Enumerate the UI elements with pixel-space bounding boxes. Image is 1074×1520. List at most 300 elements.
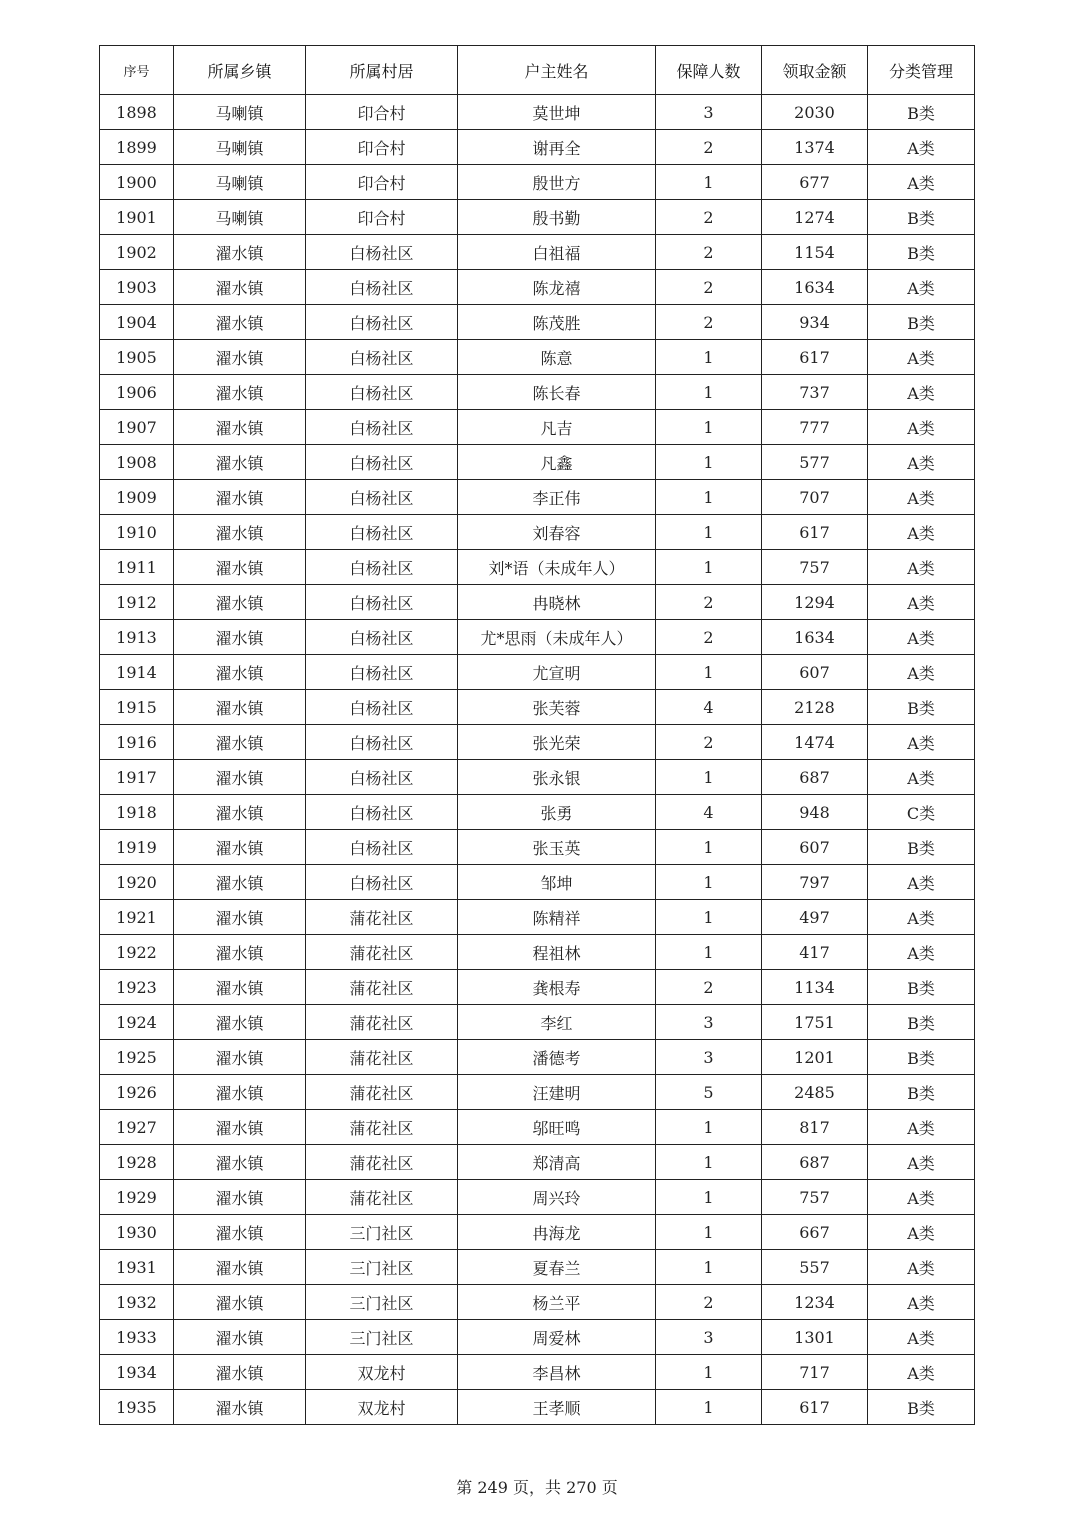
cell-township: 濯水镇 [174, 795, 306, 830]
cell-serial: 1930 [100, 1215, 174, 1250]
cell-amount: 617 [762, 340, 868, 375]
cell-householder: 殷世方 [458, 165, 656, 200]
cell-covered-people: 2 [656, 305, 762, 340]
cell-village: 三门社区 [306, 1250, 458, 1285]
cell-amount: 577 [762, 445, 868, 480]
cell-category: B类 [868, 690, 975, 725]
cell-covered-people: 1 [656, 830, 762, 865]
cell-village: 白杨社区 [306, 480, 458, 515]
cell-serial: 1914 [100, 655, 174, 690]
cell-serial: 1903 [100, 270, 174, 305]
cell-village: 三门社区 [306, 1285, 458, 1320]
cell-category: A类 [868, 375, 975, 410]
cell-village: 蒲花社区 [306, 1180, 458, 1215]
cell-township: 马喇镇 [174, 165, 306, 200]
cell-category: A类 [868, 935, 975, 970]
table-row [100, 900, 975, 935]
cell-category: A类 [868, 515, 975, 550]
table-row [100, 550, 975, 585]
cell-category: B类 [868, 970, 975, 1005]
header-serial: 序号 [100, 46, 174, 95]
cell-amount: 1234 [762, 1285, 868, 1320]
data-table-container [99, 45, 974, 1425]
cell-householder: 周兴玲 [458, 1180, 656, 1215]
cell-amount: 1294 [762, 585, 868, 620]
cell-amount: 2485 [762, 1075, 868, 1110]
cell-category: B类 [868, 1075, 975, 1110]
cell-village: 白杨社区 [306, 340, 458, 375]
cell-township: 濯水镇 [174, 515, 306, 550]
cell-serial: 1899 [100, 130, 174, 165]
cell-amount: 1634 [762, 270, 868, 305]
cell-category: A类 [868, 550, 975, 585]
cell-householder: 陈茂胜 [458, 305, 656, 340]
table-row [100, 1355, 975, 1390]
cell-serial: 1932 [100, 1285, 174, 1320]
cell-householder: 李正伟 [458, 480, 656, 515]
cell-covered-people: 1 [656, 375, 762, 410]
cell-category: A类 [868, 1180, 975, 1215]
cell-category: B类 [868, 200, 975, 235]
table-row [100, 935, 975, 970]
cell-serial: 1925 [100, 1040, 174, 1075]
cell-covered-people: 2 [656, 585, 762, 620]
cell-category: A类 [868, 130, 975, 165]
cell-covered-people: 1 [656, 865, 762, 900]
cell-township: 马喇镇 [174, 130, 306, 165]
cell-category: A类 [868, 1320, 975, 1355]
cell-category: A类 [868, 1250, 975, 1285]
table-row [100, 340, 975, 375]
cell-village: 白杨社区 [306, 305, 458, 340]
cell-serial: 1898 [100, 95, 174, 130]
cell-householder: 陈意 [458, 340, 656, 375]
cell-category: B类 [868, 1005, 975, 1040]
cell-amount: 707 [762, 480, 868, 515]
cell-amount: 667 [762, 1215, 868, 1250]
cell-township: 濯水镇 [174, 1390, 306, 1425]
header-category: 分类管理 [868, 46, 975, 95]
cell-amount: 1751 [762, 1005, 868, 1040]
table-row [100, 620, 975, 655]
cell-category: B类 [868, 95, 975, 130]
cell-township: 濯水镇 [174, 1215, 306, 1250]
cell-serial: 1924 [100, 1005, 174, 1040]
cell-township: 濯水镇 [174, 830, 306, 865]
cell-amount: 1301 [762, 1320, 868, 1355]
cell-township: 濯水镇 [174, 900, 306, 935]
cell-householder: 周爱林 [458, 1320, 656, 1355]
cell-village: 白杨社区 [306, 585, 458, 620]
cell-category: A类 [868, 620, 975, 655]
cell-covered-people: 1 [656, 480, 762, 515]
cell-amount: 2030 [762, 95, 868, 130]
cell-village: 双龙村 [306, 1355, 458, 1390]
table-row [100, 165, 975, 200]
cell-amount: 617 [762, 515, 868, 550]
cell-amount: 617 [762, 1390, 868, 1425]
cell-householder: 李红 [458, 1005, 656, 1040]
table-row [100, 1040, 975, 1075]
table-row [100, 270, 975, 305]
cell-village: 白杨社区 [306, 690, 458, 725]
cell-village: 蒲花社区 [306, 1110, 458, 1145]
cell-township: 濯水镇 [174, 445, 306, 480]
cell-serial: 1910 [100, 515, 174, 550]
cell-covered-people: 1 [656, 1390, 762, 1425]
table-row [100, 1215, 975, 1250]
cell-amount: 2128 [762, 690, 868, 725]
cell-amount: 934 [762, 305, 868, 340]
cell-householder: 殷书勤 [458, 200, 656, 235]
cell-covered-people: 1 [656, 1250, 762, 1285]
cell-category: B类 [868, 305, 975, 340]
cell-amount: 817 [762, 1110, 868, 1145]
cell-serial: 1918 [100, 795, 174, 830]
cell-category: A类 [868, 445, 975, 480]
cell-category: A类 [868, 1110, 975, 1145]
cell-category: B类 [868, 830, 975, 865]
cell-serial: 1904 [100, 305, 174, 340]
cell-category: A类 [868, 270, 975, 305]
cell-householder: 谢再全 [458, 130, 656, 165]
cell-township: 濯水镇 [174, 1250, 306, 1285]
cell-township: 濯水镇 [174, 1145, 306, 1180]
table-row [100, 1250, 975, 1285]
cell-amount: 1474 [762, 725, 868, 760]
cell-householder: 陈精祥 [458, 900, 656, 935]
cell-category: A类 [868, 340, 975, 375]
cell-township: 濯水镇 [174, 410, 306, 445]
cell-serial: 1900 [100, 165, 174, 200]
cell-village: 印合村 [306, 130, 458, 165]
cell-householder: 刘*语（未成年人） [458, 550, 656, 585]
table-row [100, 795, 975, 830]
cell-village: 印合村 [306, 95, 458, 130]
cell-serial: 1906 [100, 375, 174, 410]
cell-householder: 杨兰平 [458, 1285, 656, 1320]
cell-serial: 1933 [100, 1320, 174, 1355]
header-covered-people: 保障人数 [656, 46, 762, 95]
cell-township: 濯水镇 [174, 1180, 306, 1215]
cell-village: 白杨社区 [306, 550, 458, 585]
cell-householder: 凡鑫 [458, 445, 656, 480]
cell-serial: 1905 [100, 340, 174, 375]
cell-village: 蒲花社区 [306, 1005, 458, 1040]
cell-covered-people: 1 [656, 935, 762, 970]
table-row [100, 130, 975, 165]
cell-village: 蒲花社区 [306, 970, 458, 1005]
cell-village: 三门社区 [306, 1215, 458, 1250]
cell-category: B类 [868, 1040, 975, 1075]
cell-amount: 1634 [762, 620, 868, 655]
cell-village: 蒲花社区 [306, 935, 458, 970]
cell-householder: 潘德考 [458, 1040, 656, 1075]
table-row [100, 760, 975, 795]
cell-amount: 417 [762, 935, 868, 970]
cell-township: 濯水镇 [174, 270, 306, 305]
cell-covered-people: 2 [656, 235, 762, 270]
cell-township: 濯水镇 [174, 1040, 306, 1075]
cell-amount: 677 [762, 165, 868, 200]
cell-covered-people: 1 [656, 900, 762, 935]
cell-householder: 白祖福 [458, 235, 656, 270]
cell-village: 白杨社区 [306, 725, 458, 760]
cell-amount: 777 [762, 410, 868, 445]
cell-householder: 汪建明 [458, 1075, 656, 1110]
cell-covered-people: 3 [656, 1320, 762, 1355]
cell-householder: 郑清高 [458, 1145, 656, 1180]
cell-township: 濯水镇 [174, 550, 306, 585]
cell-householder: 尤*思雨（未成年人） [458, 620, 656, 655]
cell-householder: 邹坤 [458, 865, 656, 900]
cell-serial: 1923 [100, 970, 174, 1005]
cell-householder: 莫世坤 [458, 95, 656, 130]
cell-township: 濯水镇 [174, 1110, 306, 1145]
table-row [100, 970, 975, 1005]
cell-serial: 1911 [100, 550, 174, 585]
cell-amount: 797 [762, 865, 868, 900]
header-amount: 领取金额 [762, 46, 868, 95]
cell-householder: 凡吉 [458, 410, 656, 445]
cell-serial: 1919 [100, 830, 174, 865]
cell-category: A类 [868, 865, 975, 900]
cell-amount: 757 [762, 550, 868, 585]
cell-amount: 1134 [762, 970, 868, 1005]
table-row [100, 410, 975, 445]
cell-township: 濯水镇 [174, 865, 306, 900]
cell-category: A类 [868, 1145, 975, 1180]
cell-category: C类 [868, 795, 975, 830]
cell-amount: 607 [762, 830, 868, 865]
cell-householder: 王孝顺 [458, 1390, 656, 1425]
cell-village: 白杨社区 [306, 270, 458, 305]
table-row [100, 690, 975, 725]
cell-covered-people: 1 [656, 1145, 762, 1180]
table-row [100, 445, 975, 480]
cell-householder: 刘春容 [458, 515, 656, 550]
cell-category: A类 [868, 725, 975, 760]
cell-householder: 尤宣明 [458, 655, 656, 690]
cell-amount: 1201 [762, 1040, 868, 1075]
table-body [100, 95, 975, 1425]
cell-township: 濯水镇 [174, 235, 306, 270]
table-row [100, 480, 975, 515]
cell-category: A类 [868, 1285, 975, 1320]
table-row [100, 1390, 975, 1425]
cell-covered-people: 2 [656, 130, 762, 165]
cell-category: A类 [868, 165, 975, 200]
cell-householder: 冉海龙 [458, 1215, 656, 1250]
table-row [100, 655, 975, 690]
cell-category: A类 [868, 760, 975, 795]
cell-covered-people: 3 [656, 1040, 762, 1075]
header-township: 所属乡镇 [174, 46, 306, 95]
cell-covered-people: 4 [656, 690, 762, 725]
cell-township: 濯水镇 [174, 1005, 306, 1040]
table-row [100, 235, 975, 270]
table-row [100, 515, 975, 550]
cell-serial: 1935 [100, 1390, 174, 1425]
cell-amount: 717 [762, 1355, 868, 1390]
header-householder: 户主姓名 [458, 46, 656, 95]
cell-covered-people: 1 [656, 1110, 762, 1145]
cell-amount: 687 [762, 760, 868, 795]
cell-village: 白杨社区 [306, 235, 458, 270]
cell-covered-people: 1 [656, 655, 762, 690]
header-row [100, 46, 975, 95]
cell-amount: 687 [762, 1145, 868, 1180]
table-row [100, 865, 975, 900]
cell-township: 濯水镇 [174, 760, 306, 795]
cell-village: 白杨社区 [306, 375, 458, 410]
cell-serial: 1920 [100, 865, 174, 900]
cell-serial: 1912 [100, 585, 174, 620]
cell-amount: 737 [762, 375, 868, 410]
cell-category: A类 [868, 900, 975, 935]
cell-village: 蒲花社区 [306, 1040, 458, 1075]
cell-village: 白杨社区 [306, 445, 458, 480]
cell-category: A类 [868, 480, 975, 515]
cell-category: B类 [868, 235, 975, 270]
table-row [100, 305, 975, 340]
cell-amount: 607 [762, 655, 868, 690]
table-row [100, 1285, 975, 1320]
relief-roster-table [99, 45, 975, 1425]
cell-village: 白杨社区 [306, 760, 458, 795]
cell-householder: 夏春兰 [458, 1250, 656, 1285]
table-row [100, 830, 975, 865]
table-row [100, 1320, 975, 1355]
table-row [100, 1180, 975, 1215]
cell-village: 蒲花社区 [306, 1075, 458, 1110]
cell-covered-people: 1 [656, 165, 762, 200]
cell-serial: 1931 [100, 1250, 174, 1285]
cell-serial: 1926 [100, 1075, 174, 1110]
cell-covered-people: 2 [656, 1285, 762, 1320]
cell-covered-people: 1 [656, 550, 762, 585]
cell-village: 白杨社区 [306, 655, 458, 690]
cell-covered-people: 2 [656, 970, 762, 1005]
cell-village: 印合村 [306, 165, 458, 200]
cell-serial: 1928 [100, 1145, 174, 1180]
cell-serial: 1934 [100, 1355, 174, 1390]
cell-covered-people: 1 [656, 1355, 762, 1390]
cell-serial: 1909 [100, 480, 174, 515]
cell-covered-people: 1 [656, 515, 762, 550]
cell-covered-people: 4 [656, 795, 762, 830]
page-footer: 第 249 页，共 270 页 [456, 1478, 618, 1497]
cell-township: 濯水镇 [174, 1075, 306, 1110]
table-row [100, 1075, 975, 1110]
cell-category: A类 [868, 1215, 975, 1250]
cell-village: 白杨社区 [306, 410, 458, 445]
cell-amount: 757 [762, 1180, 868, 1215]
cell-amount: 497 [762, 900, 868, 935]
cell-category: A类 [868, 655, 975, 690]
cell-amount: 1274 [762, 200, 868, 235]
cell-township: 濯水镇 [174, 935, 306, 970]
cell-category: A类 [868, 1355, 975, 1390]
cell-covered-people: 1 [656, 445, 762, 480]
cell-serial: 1922 [100, 935, 174, 970]
cell-township: 濯水镇 [174, 1320, 306, 1355]
cell-householder: 张芙蓉 [458, 690, 656, 725]
cell-covered-people: 1 [656, 410, 762, 445]
cell-householder: 陈龙禧 [458, 270, 656, 305]
cell-covered-people: 1 [656, 340, 762, 375]
cell-serial: 1901 [100, 200, 174, 235]
cell-amount: 948 [762, 795, 868, 830]
cell-householder: 邬旺鸣 [458, 1110, 656, 1145]
cell-township: 濯水镇 [174, 375, 306, 410]
cell-covered-people: 3 [656, 95, 762, 130]
cell-category: A类 [868, 585, 975, 620]
table-row [100, 1110, 975, 1145]
table-row [100, 1005, 975, 1040]
cell-township: 濯水镇 [174, 480, 306, 515]
table-row [100, 200, 975, 235]
cell-village: 三门社区 [306, 1320, 458, 1355]
table-row [100, 725, 975, 760]
cell-covered-people: 1 [656, 760, 762, 795]
cell-village: 白杨社区 [306, 795, 458, 830]
cell-township: 濯水镇 [174, 585, 306, 620]
cell-village: 双龙村 [306, 1390, 458, 1425]
cell-covered-people: 1 [656, 1215, 762, 1250]
table-row [100, 1145, 975, 1180]
cell-serial: 1921 [100, 900, 174, 935]
cell-township: 濯水镇 [174, 305, 306, 340]
cell-township: 濯水镇 [174, 725, 306, 760]
cell-serial: 1902 [100, 235, 174, 270]
cell-township: 濯水镇 [174, 970, 306, 1005]
cell-amount: 1374 [762, 130, 868, 165]
cell-covered-people: 2 [656, 725, 762, 760]
cell-serial: 1927 [100, 1110, 174, 1145]
cell-serial: 1916 [100, 725, 174, 760]
cell-serial: 1915 [100, 690, 174, 725]
cell-village: 白杨社区 [306, 830, 458, 865]
cell-village: 印合村 [306, 200, 458, 235]
cell-covered-people: 2 [656, 270, 762, 305]
cell-householder: 张光荣 [458, 725, 656, 760]
cell-category: B类 [868, 1390, 975, 1425]
cell-serial: 1929 [100, 1180, 174, 1215]
cell-covered-people: 2 [656, 200, 762, 235]
cell-township: 濯水镇 [174, 340, 306, 375]
cell-householder: 龚根寿 [458, 970, 656, 1005]
cell-serial: 1917 [100, 760, 174, 795]
cell-village: 蒲花社区 [306, 1145, 458, 1180]
cell-township: 濯水镇 [174, 620, 306, 655]
cell-serial: 1907 [100, 410, 174, 445]
cell-township: 濯水镇 [174, 1285, 306, 1320]
header-village: 所属村居 [306, 46, 458, 95]
cell-householder: 李昌林 [458, 1355, 656, 1390]
cell-covered-people: 3 [656, 1005, 762, 1040]
cell-householder: 张永银 [458, 760, 656, 795]
cell-covered-people: 2 [656, 620, 762, 655]
table-row [100, 375, 975, 410]
table-row [100, 585, 975, 620]
cell-covered-people: 5 [656, 1075, 762, 1110]
table-row [100, 95, 975, 130]
cell-village: 白杨社区 [306, 865, 458, 900]
cell-township: 马喇镇 [174, 95, 306, 130]
cell-village: 蒲花社区 [306, 900, 458, 935]
cell-householder: 程祖林 [458, 935, 656, 970]
